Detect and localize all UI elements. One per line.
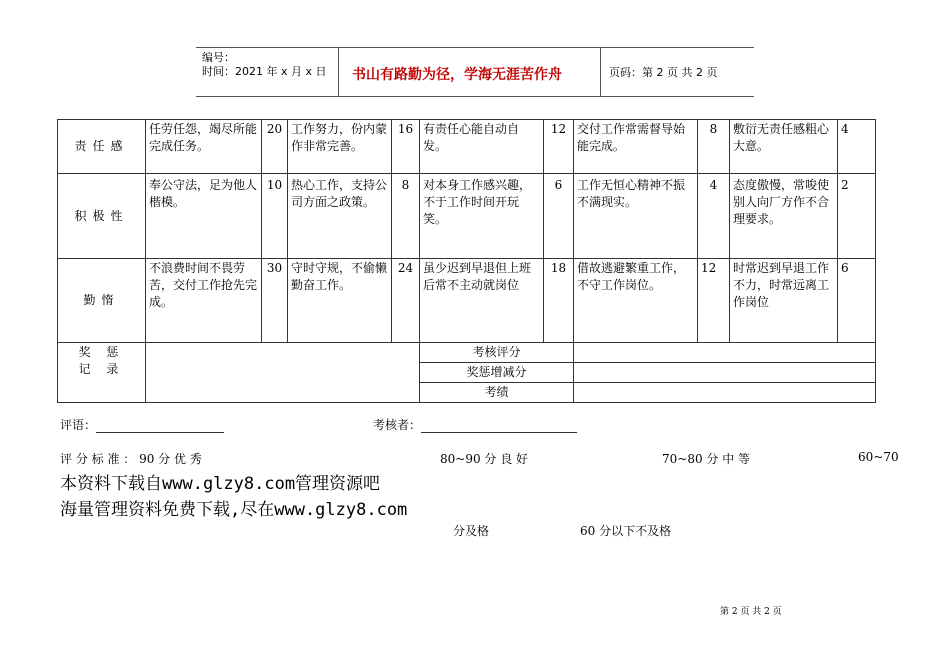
score-cell: 4 [838,120,876,174]
criteria-cell: 有责任心能自动自发。 [420,120,544,174]
scoring-standard: 评 分 标 准 ： 90 分 优 秀 [60,452,202,466]
page-footer: 第 2 页 共 2 页 [720,607,782,617]
criteria-cell: 工作努力，份内蒙作非常完善。 [288,120,392,174]
document-time-label: 时间：2021 年 x 月 x 日 [202,65,327,78]
reward-adjust-value [574,363,876,383]
comment-underline [96,420,224,433]
download-notice-line1: 本资料下载自www.glzy8.com管理资源吧 [60,474,381,494]
performance-label: 考绩 [420,383,574,403]
score-cell: 2 [838,174,876,259]
criteria-cell: 对本身工作感兴趣，不于工作时间开玩笑。 [420,174,544,259]
evaluation-table [57,119,876,403]
header-divider-left [338,47,339,97]
score-cell: 6 [838,259,876,343]
criteria-cell: 借故逃避繁重工作，不守工作岗位。 [574,259,698,343]
header-bottom-rule [196,96,754,97]
criteria-cell: 不浪费时间不畏劳苦，交付工作抢先完成。 [146,259,262,343]
score-cell: 24 [392,259,420,343]
reviewer-label: 考核者： [373,418,422,432]
table-row [58,259,876,343]
score-cell: 6 [544,174,574,259]
header-divider-right [600,47,601,97]
comment-label: 评语： [60,418,97,432]
criteria-cell: 任劳任怨，竭尽所能完成任务。 [146,120,262,174]
criteria-cell: 敷衍无责任感粗心大意。 [730,120,838,174]
criteria-cell: 奉公守法，足为他人楷模。 [146,174,262,259]
table-row [58,120,876,174]
scoring-medium: 70~80 分 中 等 [662,452,751,466]
assessment-score-label: 考核评分 [420,343,574,363]
score-cell: 18 [544,259,574,343]
score-cell: 10 [262,174,288,259]
reviewer-underline [421,420,577,433]
category-cell: 责任感 [58,120,146,174]
header-top-rule [196,47,754,48]
download-notice-line2: 海量管理资料免费下载,尽在www.glzy8.com [60,500,408,520]
table-row [58,174,876,259]
scoring-fail: 60 分以下不及格 [580,524,672,538]
score-cell: 16 [392,120,420,174]
reward-adjust-label: 奖惩增减分 [420,363,574,383]
reward-label-line1: 奖 惩 [78,345,125,359]
criteria-cell: 态度傲慢，常唆使别人向厂方作不合理要求。 [730,174,838,259]
criteria-cell: 时常迟到早退工作不力，时常远离工作岗位 [730,259,838,343]
comment-field [60,416,224,433]
criteria-cell: 虽少迟到早退但上班后常不主动就岗位 [420,259,544,343]
score-cell: 12 [544,120,574,174]
criteria-cell: 交付工作常需督导始能完成。 [574,120,698,174]
document-number-label: 编号： [202,51,235,64]
reward-record-area [146,343,420,403]
score-cell: 12 [698,259,730,343]
reward-row [58,343,876,363]
scoring-good: 80~90 分 良 好 [440,452,529,466]
reward-label-line2: 记 录 [78,362,125,376]
score-cell: 30 [262,259,288,343]
criteria-cell: 守时守规，不偷懒勤奋工作。 [288,259,392,343]
score-cell: 20 [262,120,288,174]
assessment-score-value [574,343,876,363]
category-cell: 积极性 [58,174,146,259]
header-motto: 书山有路勤为径，学海无涯苦作舟 [352,67,562,83]
performance-value [574,383,876,403]
reward-label-cell [58,343,146,403]
scoring-pass-range: 60~70 [858,450,899,464]
criteria-cell: 工作无恒心精神不振不满现实。 [574,174,698,259]
reviewer-field [373,416,577,433]
category-cell: 勤惰 [58,259,146,343]
scoring-pass: 分及格 [453,524,490,538]
score-cell: 8 [698,120,730,174]
score-cell: 8 [392,174,420,259]
score-cell: 4 [698,174,730,259]
page-number-label: 页码：第 2 页 共 2 页 [609,66,718,79]
criteria-cell: 热心工作，支持公司方面之政策。 [288,174,392,259]
